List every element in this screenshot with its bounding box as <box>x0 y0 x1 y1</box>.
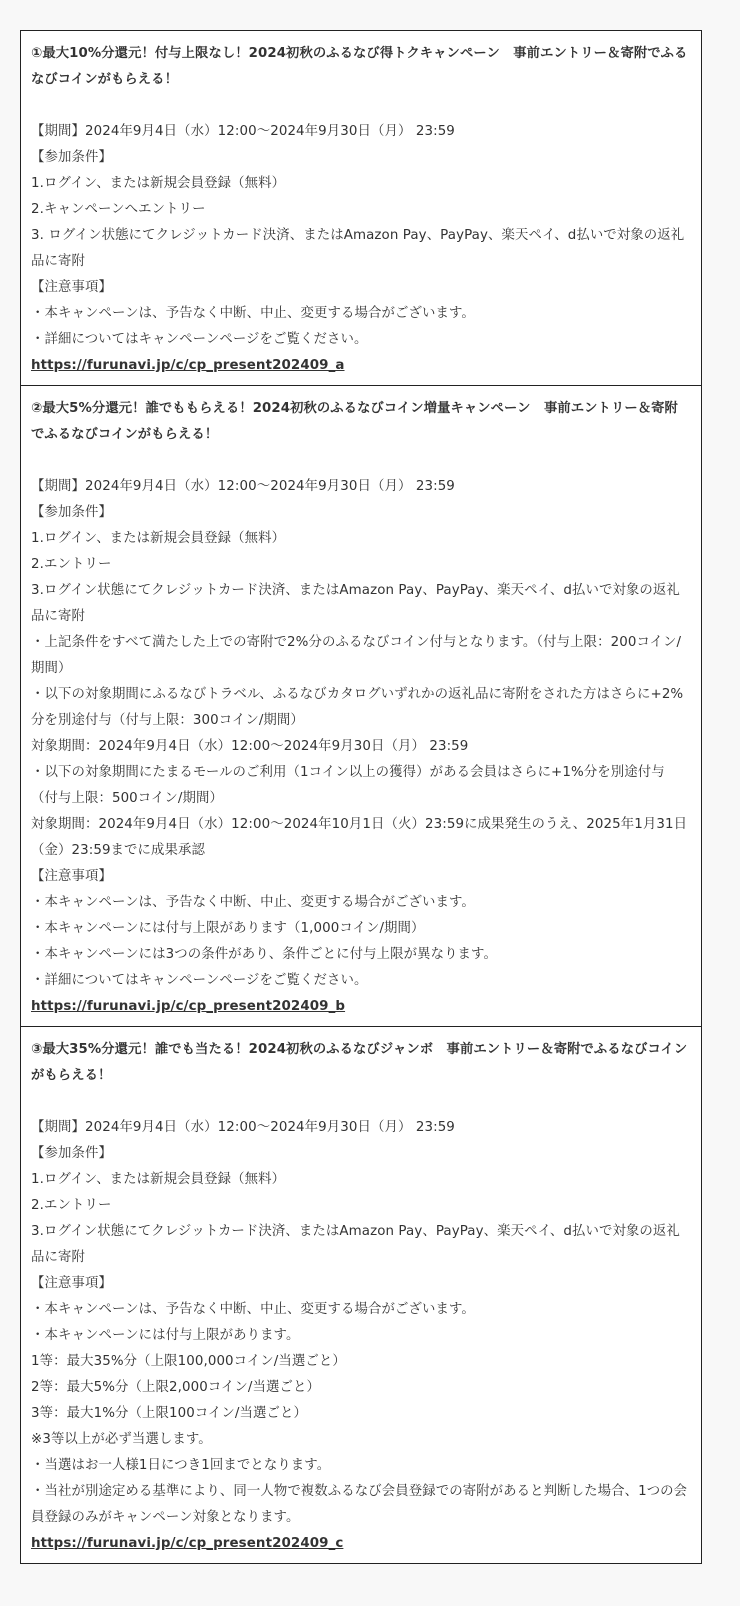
detail-line: 【注意事項】 <box>31 869 112 884</box>
detail-line: ・詳細についてはキャンペーンページをご覧ください。 <box>31 332 368 347</box>
detail-line: ・本キャンペーンには3つの条件があり、条件ごとに付与上限が異なります。 <box>31 947 497 962</box>
detail-line: 【参加条件】 <box>31 150 112 165</box>
detail-line: ・本キャンペーンには付与上限があります（1,000コイン/期間） <box>31 921 425 936</box>
detail-line: ・上記条件をすべて満たした上での寄附で2%分のふるなびコイン付与となります。（付与上限：200コイン/期間） <box>31 635 682 676</box>
detail-line: 1.ログイン、または新規会員登録（無料） <box>31 531 286 546</box>
detail-line: ・以下の対象期間にふるなびトラベル、ふるなびカタログいずれかの返礼品に寄附をされた方はさらに+2%分を別途付与（付与上限：300コイン/期間） <box>31 687 684 728</box>
detail-line: 【参加条件】 <box>31 505 112 520</box>
detail-line: 2.エントリー <box>31 1198 112 1213</box>
detail-line: 【期間】2024年9月4日（水）12:00〜2024年9月30日（月） 23:59 <box>31 479 455 494</box>
top-band <box>0 0 740 29</box>
spacer <box>31 448 691 474</box>
campaign-cell-a <box>21 31 701 386</box>
detail-line: 対象期間：2024年9月4日（水）12:00〜2024年9月30日（月） 23:59 <box>31 739 469 754</box>
campaign-link[interactable]: https://furunavi.jp/c/cp_present202409_c <box>31 1536 344 1551</box>
detail-line: 【期間】2024年9月4日（水）12:00〜2024年9月30日（月） 23:59 <box>31 1120 455 1135</box>
detail-line: 3等：最大1%分（上限100コイン/当選ごと） <box>31 1406 307 1421</box>
campaign-table <box>20 30 702 1564</box>
spacer <box>31 1089 691 1115</box>
detail-line: 【期間】2024年9月4日（水）12:00〜2024年9月30日（月） 23:59 <box>31 124 455 139</box>
detail-line: ・本キャンペーンは、予告なく中断、中止、変更する場合がございます。 <box>31 306 475 321</box>
detail-line: 3.ログイン状態にてクレジットカード決済、またはAmazon Pay、PayPay、楽天ペイ、d払いで対象の返礼品に寄附 <box>31 583 680 624</box>
campaign-details <box>31 1115 691 1531</box>
detail-line: 【注意事項】 <box>31 1276 112 1291</box>
spacer <box>31 93 691 119</box>
detail-line: 【参加条件】 <box>31 1146 112 1161</box>
detail-line: ・当社が別途定める基準により、同一人物で複数ふるなび会員登録での寄附があると判断した場合、1つの会員登録のみがキャンペーン対象となります。 <box>31 1484 688 1525</box>
detail-line: 3. ログイン状態にてクレジットカード決済、またはAmazon Pay、PayPay、楽天ペイ、d払いで対象の返礼品に寄附 <box>31 228 685 269</box>
detail-line: ・詳細についてはキャンペーンページをご覧ください。 <box>31 973 368 988</box>
campaign-title: ③最大35%分還元！誰でも当たる！2024初秋のふるなびジャンボ 事前エントリー＆寄附でふるなびコインがもらえる！ <box>31 1042 688 1083</box>
detail-line: ・以下の対象期間にたまるモールのご利用（1コイン以上の獲得）がある会員はさらに+1%分を別途付与（付与上限：500コイン/期間） <box>31 765 665 806</box>
detail-line: 2.エントリー <box>31 557 112 572</box>
campaign-cell-c <box>21 1027 701 1563</box>
campaign-link[interactable]: https://furunavi.jp/c/cp_present202409_a <box>31 358 345 373</box>
detail-line: ・当選はお一人様1日につき1回までとなります。 <box>31 1458 331 1473</box>
detail-line: ・本キャンペーンは、予告なく中断、中止、変更する場合がございます。 <box>31 1302 475 1317</box>
detail-line: 2等：最大5%分（上限2,000コイン/当選ごと） <box>31 1380 320 1395</box>
detail-line: ・本キャンペーンは、予告なく中断、中止、変更する場合がございます。 <box>31 895 475 910</box>
detail-line: 1等：最大35%分（上限100,000コイン/当選ごと） <box>31 1354 346 1369</box>
campaign-link[interactable]: https://furunavi.jp/c/cp_present202409_b <box>31 999 346 1014</box>
detail-line: 1.ログイン、または新規会員登録（無料） <box>31 176 286 191</box>
detail-line: ※3等以上が必ず当選します。 <box>31 1432 212 1447</box>
detail-line: 1.ログイン、または新規会員登録（無料） <box>31 1172 286 1187</box>
campaign-details <box>31 474 691 994</box>
campaign-details <box>31 119 691 353</box>
campaign-title: ②最大5%分還元！誰でももらえる！2024初秋のふるなびコイン増量キャンペーン 事前エントリー＆寄附でふるなびコインがもらえる！ <box>31 401 678 442</box>
detail-line: 対象期間：2024年9月4日（水）12:00〜2024年10月1日（火）23:59に成果発生のうえ、2025年1月31日（金）23:59までに成果承認 <box>31 817 688 858</box>
detail-line: 【注意事項】 <box>31 280 112 295</box>
campaign-cell-b <box>21 386 701 1027</box>
detail-line: ・本キャンペーンには付与上限があります。 <box>31 1328 300 1343</box>
campaign-title: ①最大10%分還元！付与上限なし！2024初秋のふるなび得トクキャンペーン 事前エントリー＆寄附でふるなびコインがもらえる！ <box>31 46 688 87</box>
detail-line: 2.キャンペーンへエントリー <box>31 202 206 217</box>
detail-line: 3.ログイン状態にてクレジットカード決済、またはAmazon Pay、PayPay、楽天ペイ、d払いで対象の返礼品に寄附 <box>31 1224 680 1265</box>
